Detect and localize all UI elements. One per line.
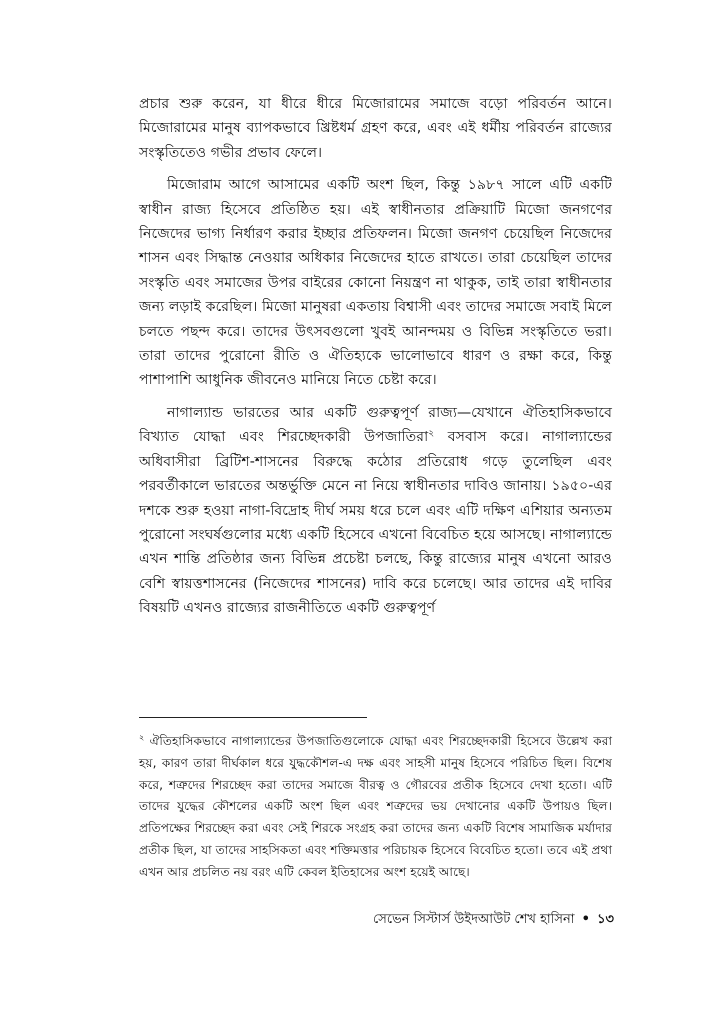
paragraph-2: মিজোরাম আগে আসামের একটি অংশ ছিল, কিন্তু ১৯৮৭ সালে এটি একটি স্বাধীন রাজ্য হিসেবে প্রতিষ্ঠিত হয়। এই স্বাধীনতার প্রক্রিয়াটি মিজো জনগণের নিজেদের ভাগ্য নির্ধারণ করার ইচ্ছার প্রতিফলন। মিজো জনগণ চেয়েছিল নিজেদের শাসন এবং সিদ্ধান্ত নেওয়ার অধিকার নিজেদের হাতে রাখতে। তারা চেয়েছিল তাদের সংস্কৃতি এবং সমাজের উপর বাইরের কোনো নিয়ন্ত্রণ না থাকুক, তাই তারা স্বাধীনতার জন্য লড়াই করেছিল। মিজো মানুষরা একতায় বিশ্বাসী এবং তাদের সমাজে সবাই মিলে চলতে পছন্দ করে। তাদের উৎসবগুলো খুবই আনন্দময় ও বিভিন্ন সংস্কৃতিতে ভরা। তারা তাদের পুরোনো রীতি ও ঐতিহ্যকে ভালোভাবে ধারণ ও রক্ষা করে, কিন্তু পাশাপাশি আধুনিক জীবনেও মানিয়ে নিতে চেষ্টা করে। xyxy=(139,177,612,389)
footnote-text: ঐতিহাসিকভাবে নাগাল্যান্ডের উপজাতিগুলোকে যোদ্ধা এবং শিরচ্ছেদকারী হিসেবে উল্লেখ করা হয়, কারণ তারা দীর্ঘকাল ধরে যুদ্ধকৌশল-এ দক্ষ এবং সাহসী মানুষ হিসেবে পরিচিত ছিল। বিশেষ করে, শত্রুদের শিরচ্ছেদ করা তাদের সমাজে বীরত্ব ও গৌরবের প্রতীক হিসেবে দেখা হতো। এটি তাদের যুদ্ধের কৌশলের একটি অংশ ছিল এবং শত্রুদের ভয় দেখানোর একটি উপায়ও ছিল। প্রতিপক্ষের শিরচ্ছেদ করা এবং সেই শিরকে সংগ্রহ করা তাদের জন্য একটি বিশেষ সামাজিক মর্যাদার প্রতীক ছিল, যা তাদের সাহসিকতা এবং শক্তিমত্তার পরিচায়ক হিসেবে বিবেচিত হতো। তবে এই প্রথা এখন আর প্রচলিত নয় বরং এটি কেবল ইতিহাসের অংশ হয়েই আছে। xyxy=(139,734,612,879)
body-text xyxy=(139,92,612,621)
paragraph-1: প্রচার শুরু করেন, যা ধীরে ধীরে মিজোরামের সমাজে বড়ো পরিবর্তন আনে। মিজোরামের মানুষ ব্যাপকভাবে খ্রিষ্টধর্ম গ্রহণ করে, এবং এই ধর্মীয় পরিবর্তন রাজ্যের সংস্কৃতিতেও গভীর প্রভাব ফেলে। xyxy=(139,96,612,161)
footnote-divider xyxy=(139,717,367,718)
footnote-marker: ২ xyxy=(139,732,145,742)
paragraph-3 xyxy=(139,401,612,621)
paragraph-3-text-before-note: নাগাল্যান্ড ভারতের আর একটি গুরুত্বপূর্ণ রাজ্য—যেখানে ঐতিহাসিকভাবে বিখ্যাত যোদ্ধা এবং শিরচ্ছেদকারী উপজাতিরা xyxy=(139,404,612,446)
paragraph-3-text-after-note: বসবাস করে। নাগাল্যান্ডের অধিবাসীরা ব্রিটিশ-শাসনের বিরুদ্ধে কঠোর প্রতিরোধ গড়ে তুলেছিল এবং পরবর্তীকালে ভারতের অন্তর্ভুক্তি মেনে না নিয়ে স্বাধীনতার দাবিও জানায়। ১৯৫০-এর দশকে শুরু হওয়া নাগা-বিদ্রোহ দীর্ঘ সময় ধরে চলে এবং এটি দক্ষিণ এশিয়ার অন্যতম পুরোনো সংঘর্ষগুলোর মধ্যে একটি হিসেবে এখনো বিবেচিত হয়ে আসছে। নাগাল্যান্ডে এখন শান্তি প্রতিষ্ঠার জন্য বিভিন্ন প্রচেষ্টা চলছে, কিন্তু রাজ্যের মানুষ এখনো আরও বেশি স্বায়ত্তশাসনের (নিজেদের শাসনের) দাবি করে চলেছে। আর তাদের এই দাবির বিষয়টি এখনও রাজ্যের রাজনীতিতে একটি গুরুত্বপূর্ণ xyxy=(139,429,612,617)
footer-bullet: • xyxy=(581,912,590,927)
page-number: ১৩ xyxy=(597,912,614,927)
book-title: সেভেন সিস্টার্স উইদআউট শেখ হাসিনা xyxy=(372,912,575,927)
footnote xyxy=(139,731,612,884)
footnote-reference: ২ xyxy=(428,428,435,439)
running-footer xyxy=(373,911,614,929)
